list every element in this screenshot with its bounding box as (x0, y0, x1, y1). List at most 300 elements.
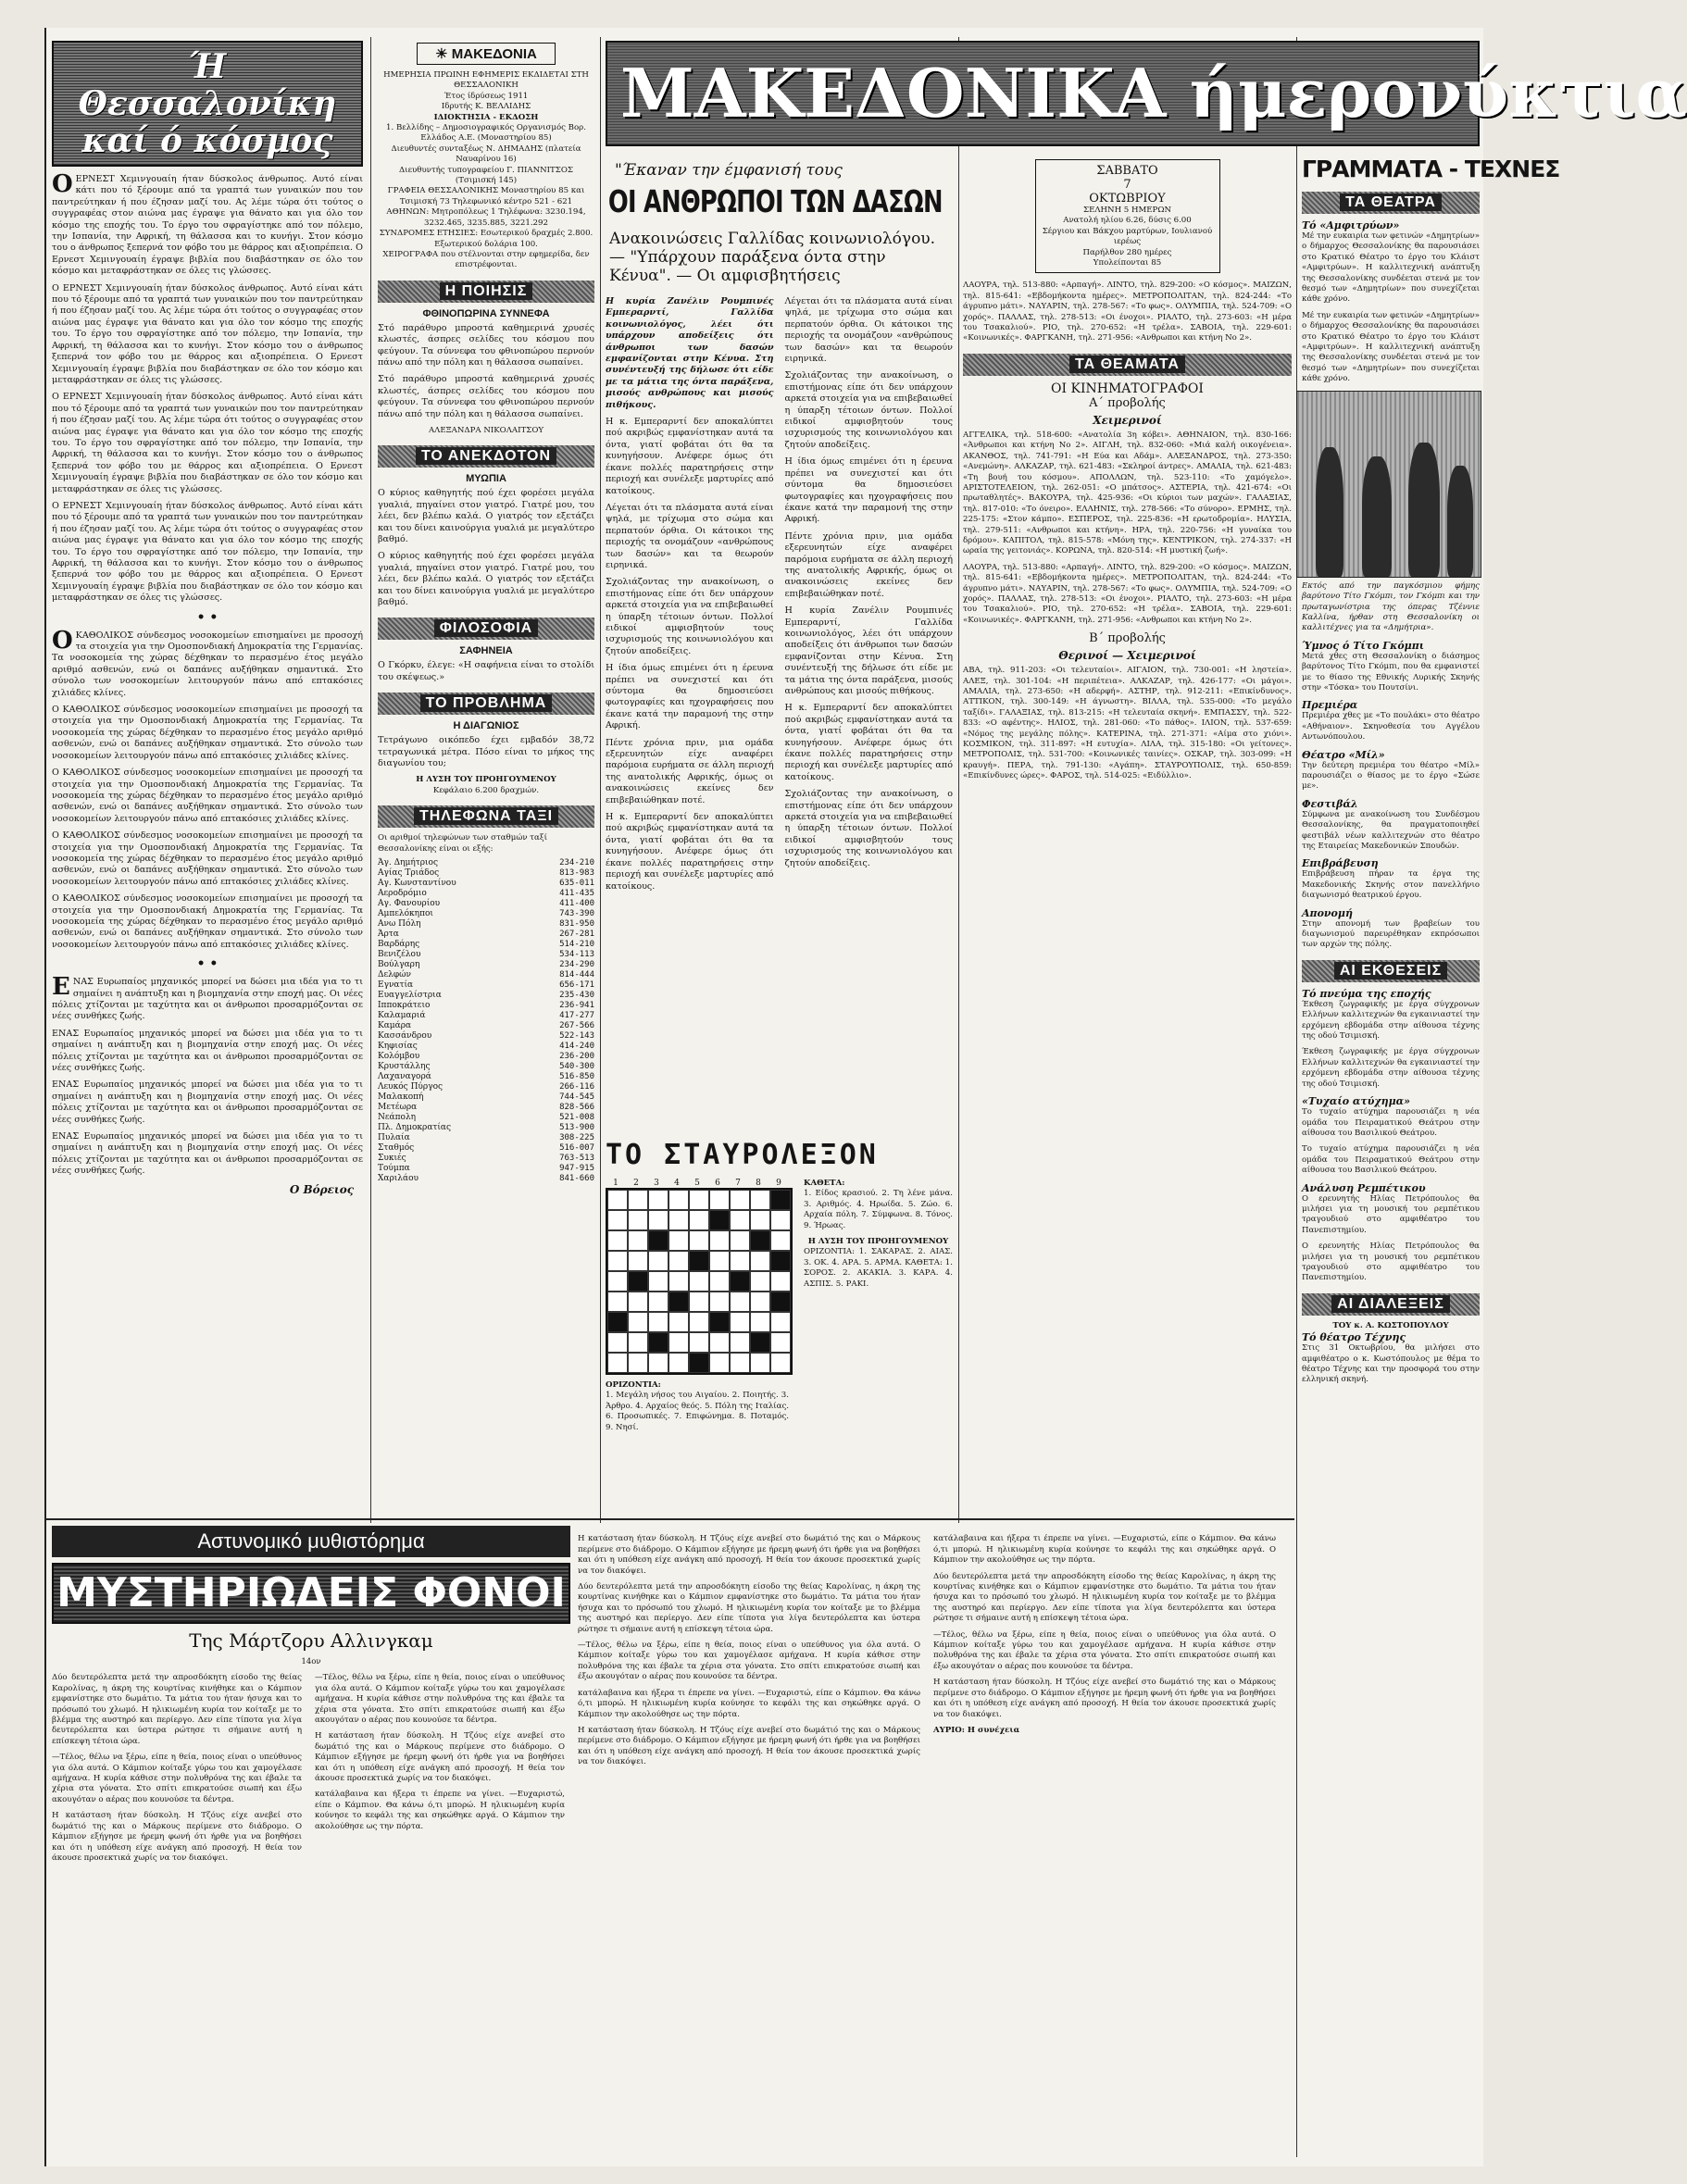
crossword-cell[interactable] (607, 1332, 628, 1353)
manuscripts-note: ΧΕΙΡΟΓΡΑΦΑ που στέλνονται στην εφημερίδα, δεν επιστρέφονται. (382, 249, 590, 270)
phone-row (378, 858, 594, 868)
crossword-cell[interactable] (607, 1230, 628, 1251)
e1-text: Έκθεση ζωγραφικής με έργα σύγχρονων Ελλήνων καλλιτεχνών θα εγκαινιαστεί την ερχόμενη εβδομάδα στην αίθουσα τέχνης της οδού Τσιμισκή. (1302, 999, 1480, 1042)
crossword-cell[interactable] (607, 1190, 628, 1210)
novel-continued: ΑΥΡΙΟ: Η συνέχεια (933, 1725, 1020, 1735)
main-para-10: Η ίδια όμως επιμένει ότι η έρευνα πρέπει να συνεχιστεί και ότι σύντομα θα δημοσιεύσει φωτογραφίες και ηχογραφήσεις που έκανε κατά την παραμονή της στην Αφρική. (784, 456, 953, 525)
moon-phase: ΣΕΛΗΝΗ 5 ΗΜΕΡΩΝ (1083, 206, 1171, 215)
phone-row (378, 950, 594, 960)
phone-station: Κασσάνδρου (378, 1031, 432, 1042)
crossword-block (770, 1190, 791, 1210)
subscriptions: ΣΥΝΔΡΟΜΕΣ ΕΤΗΣΙΕΣ: Εσωτερικού δραχμές 2.800. Εξωτερικού δολάρια 100. (379, 229, 594, 249)
phone-number: 414-240 (559, 1042, 594, 1052)
phone-number: 743-390 (559, 909, 594, 919)
crossword-number: 1 (613, 1179, 619, 1188)
novel-col-2: —Τέλος, θέλω να ξέρω, είπε η θεία, ποιος είναι ο υπεύθυνος για όλα αυτά. Ο Κάμπιον κοίταξε γύρω του και χαμογέλασε αμήχανα. Η κυρία κάθισε στην πολυθρόνα της και έβαλε τα χέρια στα γόνατα. Στο σπίτι επικρατούσε σιωπή και έξω ακουγόταν ο αέρας που κουνούσε τα δέντρα. (315, 1673, 565, 1726)
crossword-cell[interactable] (648, 1353, 669, 1373)
phone-station: Αμπελόκηποι (378, 909, 433, 919)
phone-station: Νεάπολη (378, 1113, 417, 1123)
phone-number: 234-210 (559, 858, 594, 868)
phone-number: 411-435 (559, 889, 594, 899)
crossword-cell[interactable] (628, 1230, 648, 1251)
crossword-cell[interactable] (628, 1312, 648, 1332)
crossword-number: 5 (694, 1179, 700, 1188)
phone-row (378, 980, 594, 991)
lectures-header: ΑΙ ΔΙΑΛΕΞΕΙΣ (1302, 1293, 1480, 1316)
crossword-cell[interactable] (607, 1271, 628, 1292)
crossword-cell[interactable] (669, 1271, 689, 1292)
phone-row (378, 879, 594, 889)
hospital-article-cont-4: Ο ΚΑΘΟΛΙΚΟΣ σύνδεσμος νοσοκομείων επισημαίνει με προσοχή τα στοιχεία για την Ομοσπονδιακή Δημοκρατία της Γερμανίας. Τα νοσοκομεία της χώρας δέχθηκαν το περασμένο έτος μεγάλο αριθμό ασθενών, ενώ οι δαπάνες αυξήθηκαν σημαντικά. Στο σύνολο των νοσοκομείων λειτουργούν πάνω από επτακόσιες χιλιάδες κλίνες. (52, 893, 363, 950)
phone-number: 744-545 (559, 1092, 594, 1103)
phone-number: 813-983 (559, 868, 594, 879)
crossword-block (607, 1312, 628, 1332)
phone-station: Καμάρα (378, 1021, 412, 1031)
phone-row (378, 1031, 594, 1042)
phone-station: Βαρδάρης (378, 940, 420, 950)
brand-logo (417, 43, 556, 65)
photo-figure (1408, 443, 1440, 577)
phone-number: 235-430 (559, 991, 594, 1001)
crossword-cell[interactable] (750, 1190, 770, 1210)
hospital-article-cont: Ο ΚΑΘΟΛΙΚΟΣ σύνδεσμος νοσοκομείων επισημαίνει με προσοχή τα στοιχεία για την Ομοσπονδιακή Δημοκρατία της Γερμανίας. Τα νοσοκομεία της χώρας δέχθηκαν το περασμένο έτος μεγάλο αριθμό ασθενών, ενώ οι δαπάνες αυξήθηκαν σημαντικά. Στο σύνολο των νοσοκομείων λειτουργούν πάνω από επτακόσιες χιλιάδες κλίνες. (52, 705, 363, 761)
phone-station: Μετέωρα (378, 1103, 418, 1113)
philosophy-header: ΦΙΛΟΣΟΦΙΑ (378, 618, 594, 640)
masthead-line-2: καί ό κόσμος (81, 121, 333, 160)
phone-station: Μαλακοπή (378, 1092, 424, 1103)
phone-row (378, 930, 594, 940)
photo-caption: Εκτός από την παγκόσμιου φήμης βαρύτονο Τίτο Γκόμπι, τον Γκόμπι και την πρωταγωνίστρια της όπερας Τζέννιε Καλλίνα, ήρθαν στη Θεσσαλονίκη οι καλλιτέχνες για τα «Δημήτρια». (1302, 580, 1480, 633)
column-rule (370, 37, 371, 1523)
cinema-list-c: ΑΒΑ, τηλ. 911-203: «Οι τελευταίοι». ΑΙΓΑΙΟΝ, τηλ. 730-001: «Η ληστεία». ΑΛΕΞ, τηλ. 301-104: «Η περιπέτεια». ΑΛΚΑΖΑΡ, τηλ. 426-177: «Οι μάγοι». ΑΜΑΛΙΑ, τηλ. 273-650: «Η αδερφή». ΑΣΤΗΡ, τηλ. 912-211: «Επικίνδυνος». ΑΤΤΙΚΟΝ, τηλ. 300-149: «Η άγνωστη». ΒΙΛΛΑ, τηλ. 535-000: «Το μεγάλο ταξίδι». ΓΑΛΑΞΙΑΣ, τηλ. 813-215: «Η τελευταία σκηνή». ΕΜΠΑΣΣΥ, τηλ. 522-833: «Ο αφέντης». ΗΛΙΟΣ, τηλ. 281-060: «Το πάθος». ΙΛΙΟΝ, τηλ. 537-659: «Νόμος της μεγάλης πόλης». ΚΑΤΕΡΙΝΑ, τηλ. 271-371: «Αίμα στο χιόνι». ΚΟΣΜΙΚΟΝ, τηλ. 311-897: «Η ευτυχία». ΛΙΛΑ, τηλ. 315-180: «Οι γείτονες». ΜΕΤΡΟΠΟΛΙΣ, τηλ. 531-700: «Κοινωνικές ταινίες». ΟΣΚΑΡ, τηλ. 303-099: «Η κραυγή». ΠΕΡΑ, τηλ. 791-130: «Αγάπη». ΣΤΑΥΡΟΥΠΟΛΙΣ, τηλ. 650-859: «Επικίνδυνες ώρες». ΦΑΡΟΣ, τηλ. 514-025: «Ειδύλλιο». (963, 666, 1292, 781)
crossword-cell[interactable] (770, 1312, 791, 1332)
novel-col-2b: Η κατάσταση ήταν δύσκολη. Η Τζόυς είχε ανεβεί στο δωμάτιό της και ο Μάρκους περίμενε στο διάδρομο. Ο Κάμπιον εξήγησε με ήρεμη φωνή ότι ήρθε για να βοηθήσει και ότι η υπόθεση είχε ανάγκη από προσοχή. Η θεία τον άκουσε προσεκτικά χωρίς να τον διακόψει. (315, 1731, 565, 1784)
t5-text: Σύμφωνα με ανακοίνωση του Συνδέσμου Θεσσαλονίκης, θα πραγματοποιηθεί φεστιβάλ νέων καλλιτεχνών στο θέατρο της Εταιρείας Μακεδονικών Σπουδών. (1302, 809, 1480, 851)
cinema-list-a: ΑΓΓΕΛΙΚΑ, τηλ. 518-600: «Ανατολία 3η κόβει». ΑΘΗΝΑΙΟΝ, τηλ. 830-166: «Άνθρωποι και κτήνη Νο 2». ΑΙΓΛΗ, τηλ. 832-060: «Μιά καλή οικογένεια». ΑΚΑΝΘΟΣ, τηλ. 741-791: «Η Εύα και Αδάμ». ΑΛΕΞΑΝΔΡΟΣ, τηλ. 273-350: «Ανεμώνη». ΑΛΚΑΖΑΡ, τηλ. 621-483: «Σκληροί άντρες». ΑΜΑΛΙΑ, τηλ. 621-483: «Τη βουή του κόσμου». ΑΠΟΛΛΩΝ, τηλ. 523-110: «Το χαμόγελο». ΑΡΙΣΤΟΤΕΛΕΙΟΝ, τηλ. 262-051: «Ο μπάτσος». ΑΣΤΕΡΙΑ, τηλ. 421-674: «Οι πρωταθλητές». ΒΑΚΟΥΡΑ, τηλ. 425-936: «Οι κύριοι των μαχών». ΓΑΛΑΞΙΑΣ, τηλ. 817-010: «Το όνειρο». ΕΛΛΗΝΙΣ, τηλ. 278-566: «Το σύνορο». ΕΡΜΗΣ, τηλ. 225-175: «Στον κάμπο». ΕΣΠΕΡΟΣ, τηλ. 225-836: «Η ερωτοδρομία». ΗΛΥΣΙΑ, τηλ. 279-511: «Ανθρωποι και κτήνη». ΗΡΑ, τηλ. 220-756: «Η γυναίκα του δρόμου». ΚΑΠΙΤΟΛ, τηλ. 815-578: «Μόνη της». ΚΕΝΤΡΙΚΟΝ, τηλ. 274-337: «Η ωραία της γειτονιάς». ΚΟΡΩΝΑ, τηλ. 820-514: «Η μυστική ζωή». (963, 430, 1292, 556)
philosophy-text: Ο Γκόρκυ, έλεγε: «Η σαφήνεια είναι το στολίδι του σκέψεως.» (378, 660, 594, 682)
phone-row (378, 991, 594, 1001)
crossword-cell[interactable] (648, 1312, 669, 1332)
date-month: ΟΚΤΩΒΡΙΟΥ (1089, 192, 1166, 206)
phone-station: Αγ. Κωνσταντίνου (378, 879, 456, 889)
crossword-cell[interactable] (648, 1251, 669, 1271)
crossword-block (669, 1292, 689, 1312)
novel-author: Της Μάρτζορυ Αλλινγκαμ (189, 1629, 433, 1652)
press-photo (1296, 391, 1481, 578)
e1-title: Τό πνεύμα της εποχής (1302, 987, 1431, 1000)
crossword-cell[interactable] (669, 1332, 689, 1353)
phone-station: Λαχαναγορά (378, 1072, 431, 1082)
phone-row (378, 1133, 594, 1143)
phone-row (378, 1001, 594, 1011)
phone-number: 814-444 (559, 970, 594, 980)
phone-station: Σταθμός (378, 1143, 415, 1154)
separator-dots: • • (196, 956, 219, 972)
problem-solution-label: Η ΛΥΣΗ ΤΟΥ ΠΡΟΗΓΟΥΜΕΝΟΥ (416, 775, 556, 785)
crossword-cell[interactable] (689, 1190, 709, 1210)
philosophy-title: ΣΑΦΗΝΕΙΑ (459, 645, 513, 657)
crossword-cell[interactable] (770, 1271, 791, 1292)
main-para-13: Η κ. Εμπεραρντί δεν αποκαλύπτει πού ακριβώς εμφανίστηκαν αυτά τα όντα, γιατί φοβάται ότι θα τα κυνηγήσουν. Ανέφερε όμως ότι έκανε πολλές παρατηρήσεις στην περιοχή και συνέλεξε μαρτυρίες από κατοίκους. (784, 703, 953, 782)
crossword-numbers (606, 1179, 789, 1188)
crossword-block (730, 1271, 750, 1292)
poetry-text-cont: Στό παράθυρο μπροστά καθημερινά χρυσές κλωστές, άσπρες σελίδες του κόσμου που φεύγουν. Τα σύννεφα του φθινοπώρου περνούν πάνω από την πόλη και η θάλασσα σωπαίνει. (378, 374, 594, 419)
t3-text: Την δεύτερη πρεμιέρα του θέατρο «Μίλ» παρουσιάζει ο θίασος με το έργο «Σώσε με». (1302, 760, 1480, 792)
t4-text: Μετά χθες στη Θεσσαλονίκη ο διάσημος βαρύτονος Τίτο Γκόμπι, που θα εμφανιστεί με το θίασο της Εθνικής Λυρικής Σκηνής στην «Τόσκα» του Πουτσίνι. (1302, 651, 1480, 693)
typography: Διευθυντής τυπογραφείου Γ. ΠΙΑΝΝΙΤΣΟΣ (Τσιμισκή 145) (399, 165, 573, 186)
crossword-cell[interactable] (709, 1271, 730, 1292)
cinema-subheader: ΟΙ ΚΙΝΗΜΑΤΟΓΡΑΦΟΙ (1051, 381, 1204, 396)
main-subhead: Ανακοινώσεις Γαλλίδας κοινωνιολόγου. — "Υπάρχουν παράξενα όντα στην Κένυα". — Οι αμφισβητήσεις (609, 230, 936, 285)
crossword-cell[interactable] (648, 1190, 669, 1210)
novel-col-2c: κατάλαβαινα και ήξερα τι έπρεπε να γίνει. —Ευχαριστώ, είπε ο Κάμπιον. Θα κάνω ό,τι μπορώ. Η ηλικιωμένη κυρία κούνησε το κεφάλι της και σηκώθηκε αργά. Ο Κάμπιον την ακολούθησε ως την πόρτα. (315, 1790, 565, 1831)
phone-number: 540-300 (559, 1062, 594, 1072)
crossword-cell[interactable] (607, 1353, 628, 1373)
crossword-block (709, 1210, 730, 1230)
crossword-across: 1. Μεγάλη νήσος του Αιγαίου. 2. Ποιητής. 3. Άρθρο. 4. Αρχαίος θεός. 5. Πόλη της Ιταλίας. 6. Προσωπικές. 7. Επιφώνημα. 8. Ποταμός. 9. Νησί. (606, 1391, 789, 1432)
crossword-cell[interactable] (770, 1353, 791, 1373)
cinema-intro: ΛΑΟΥΡΑ, τηλ. 513-880: «Αρπαγή». ΛΙΝΤΟ, τηλ. 829-200: «Ο κόσμος». ΜΑΙΖΩΝ, τηλ. 815-641: «Εβδομήκοντα ημέρες». ΜΕΤΡΟΠΟΛΙΤΑΝ, τηλ. 824-244: «Το άγρυπνο μάτι». ΝΑΥΑΡΙΝ, τηλ. 278-567: «Το φως». ΟΛΥΜΠΙΑ, τηλ. 524-709: «Ο χορός». ΠΑΛΛΑΣ, τηλ. 278-513: «Οι ένοχοι». ΡΙΑΛΤΟ, τηλ. 273-603: «Η μέρα του Τσακαλιού». ΡΙΟ, τηλ. 270-652: «Η τρέλα». ΣΑΒΟΙΑ, τηλ. 229-601: «Κοινωνικές». ΦΑΡΓΚΑΝΗ, τηλ. 271-956: «Ανθρωποι και κτήνη Νο 2». (963, 281, 1292, 343)
owner: ΙΔΙΟΚΤΗΣΙΑ - ΕΚΔΟΣΗ (433, 112, 539, 122)
crossword-cell[interactable] (689, 1271, 709, 1292)
e3-text: Ο ερευνητής Ηλίας Πετρόπουλος θα μιλήσει για τη μουσική του ρεμπέτικου τραγουδιού στο αμφιθέατρο του Πανεπιστημίου. (1302, 1193, 1480, 1235)
crossword-cell[interactable] (669, 1312, 689, 1332)
phone-row (378, 1154, 594, 1164)
engineer-article-cont-3: ΕΝΑΣ Ευρωπαίος μηχανικός μπορεί να δώσει μια ιδέα για το τι σημαίνει η ανάπτυξη και η βιομηχανία στην εποχή μας. Οι νέες πόλεις χτίζονται με ταχύτητα και οι άνθρωποι προσαρμόζονται σε νέες συνθήκες ζωής. (52, 1131, 363, 1177)
crossword-cell[interactable] (750, 1312, 770, 1332)
column-rule (600, 37, 601, 1523)
phone-station: Χαριλάου (378, 1174, 419, 1184)
novel-col-4c: —Τέλος, θέλω να ξέρω, είπε η θεία, ποιος είναι ο υπεύθυνος για όλα αυτά. Ο Κάμπιον κοίταξε γύρω του και χαμογέλασε αμήχανα. Η κυρία κάθισε στην πολυθρόνα της και έβαλε τα χέρια στα γόνατα. Στο σπίτι επικρατούσε σιωπή και έξω ακουγόταν ο αέρας που κουνούσε τα δέντρα. (933, 1629, 1276, 1671)
left-feature-column (52, 41, 363, 1513)
phones-table (378, 858, 594, 1184)
phone-number: 516-007 (559, 1143, 594, 1154)
photo-figure (1447, 466, 1473, 577)
crossword-cell[interactable] (607, 1292, 628, 1312)
crossword-cell[interactable] (689, 1210, 709, 1230)
crossword-cell[interactable] (709, 1190, 730, 1210)
t1-title: Τό «Αμφιτρύων» (1302, 219, 1400, 231)
crossword-cell[interactable] (750, 1353, 770, 1373)
poetry-header: Η ΠΟΙΗΣΙΣ (378, 281, 594, 303)
phone-number: 514-210 (559, 940, 594, 950)
phone-number: 308-225 (559, 1133, 594, 1143)
crossword-cell[interactable] (730, 1190, 750, 1210)
crossword-number: 8 (756, 1179, 761, 1188)
crossword-cell[interactable] (628, 1353, 648, 1373)
phone-station: Ανω Πόλη (378, 919, 421, 930)
problem-text: Τετράγωνο οικόπεδο έχει εμβαδόν 38,72 τετραγωνικά μέτρα. Πόσο είναι το μήκος της διαγωνίου του; (378, 735, 594, 769)
phones-header: ΤΗΛΕΦΩΝΑ ΤΑΞΙ (378, 805, 594, 828)
crossword-grid (606, 1188, 793, 1375)
offices: ΓΡΑΦΕΙΑ ΘΕΣΣΑΛΟΝΙΚΗΣ Μοναστηρίου 85 και Τσιμισκή 73 Τηλεφωνικό κέντρο 521 - 621 (387, 186, 585, 206)
main-para-11: Πέντε χρόνια πριν, μια ομάδα εξερευνητών είχε αναφέρει παρόμοια ευρήματα σε άλλη περιοχή της ανατολικής Αφρικής, όμως οι ανακοινώσεις εκείνες δεν επιβεβαιώθηκαν ποτέ. (784, 530, 953, 599)
hemingway-article: ΟΕΡΝΕΣΤ Χεμινγουαίη ήταν δύσκολος άνθρωπος. Αυτό είναι κάτι που τό ξέρουμε από τα γραπτά των γυναικών που τον παντρεύτηκαν ή που έζησαν μαζί του. Ας λέμε τώρα ότι τούτος ο συγγραφέας στον αιώνα μας έγραψε για θάνατο και για όλο τον κόσμο της εποχής του. Το έργο του σφραγίστηκε από τον πόλεμο, την Ισπανία, την Αφρική, τη θάλασσα και το κυνήγι. Στον κόσμο του ο άνθρωπος ξεπερνά τον φόβο του με θάρρος και αξιοπρέπεια. Ο Ερνεστ Χεμινγουαίη έγραψε βιβλία που διαβάστηκαν σε όλο τον κόσμο και μεταφράστηκαν σε όλες τις γλώσσες. (52, 170, 363, 277)
phone-row (378, 889, 594, 899)
t2-text: Πρεμιέρα χθες με «Το πουλάκι» στο θέατρο «Αθήναιον». Σκηνοθεσία του Αγγέλου Αντωνόπουλου. (1302, 711, 1480, 743)
masthead-banner (606, 41, 1687, 146)
t2-title: Πρεμιέρα (1302, 699, 1358, 712)
masthead-title: ΜΑΚΕΔΟΝΙΚΑ ήμερονύκτια (620, 54, 1687, 132)
main-para-1: Η κυρία Ζανέλιν Ρουμπινές Εμπεραρντί, Γαλλίδα κοινωνιολόγος, λέει ότι υπάρχουν αποδείξεις ότι άνθρωποι των δασών εμφανίζονται στην Κένυα. Στη συνέντευξή της δήλωσε ότι είδε με τα μάτια της όντα παράξενα, μισούς ανθρώπους και μισούς πιθήκους. (606, 296, 774, 410)
t5-title: Φεστιβάλ (1302, 797, 1358, 810)
separator-dots: • • (196, 609, 219, 625)
phone-station: Ευαγγελίστρια (378, 991, 442, 1001)
crossword-solution: ΟΡΙΖΟΝΤΙΑ: 1. ΣΑΚΑΡΑΣ. 2. ΑΙΑΣ. 3. ΟΚ. 4. ΑΡΑ. 5. ΑΡΜΑ. ΚΑΘΕΤΑ: 1. ΣΟΡΟΣ. 2. ΑΚΑΚΙΑ. 3. ΚΑΡΑ. 4. ΑΣΠΙΣ. 5. ΡΑΚΙ. (804, 1247, 953, 1289)
phone-station: Συκιές (378, 1154, 406, 1164)
directors: Διευθυντές συνταξέως Ν. ΔΗΜΑΔΗΣ (πλατεία Ναυαρίνου 16) (391, 144, 581, 165)
t1-text: Μέ την ευκαιρία των φετινών «Δημητρίων» ο δήμαρχος Θεσσαλονίκης θα παρουσιάσει στο Κρατικό Θέατρο το έργο του Κλάιστ «Αμφιτρύων». Η καλλιτεχνική ανάπτυξη της Θεσσαλονίκης συνδέεται στενά με τον θεσμό των «Δημητρίων» που συνεχίζεται κάθε χρόνο. (1302, 231, 1480, 305)
cinema-list-b: ΛΑΟΥΡΑ, τηλ. 513-880: «Αρπαγή». ΛΙΝΤΟ, τηλ. 829-200: «Ο κόσμος». ΜΑΙΖΩΝ, τηλ. 815-641: «Εβδομήκοντα ημέρες». ΜΕΤΡΟΠΟΛΙΤΑΝ, τηλ. 824-244: «Το άγρυπνο μάτι». ΝΑΥΑΡΙΝ, τηλ. 278-567: «Το φως». ΟΛΥΜΠΙΑ, τηλ. 524-709: «Ο χορός». ΠΑΛΛΑΣ, τηλ. 278-513: «Οι ένοχοι». ΡΙΑΛΤΟ, τηλ. 273-603: «Η μέρα του Τσακαλιού». ΡΙΟ, τηλ. 270-652: «Η τρέλα». ΣΑΒΟΙΑ, τηλ. 229-601: «Κοινωνικές». ΦΑΡΓΚΑΝΗ, τηλ. 271-956: «Ανθρωποι και κτήνη Νο 2». (963, 562, 1292, 625)
crossword-block (648, 1332, 669, 1353)
phone-station: Ιπποκράτειο (378, 1001, 431, 1011)
phone-row (378, 868, 594, 879)
t4-title: Ύμνος ό Τίτο Γκόμπι (1302, 639, 1425, 652)
crossword-block (750, 1230, 770, 1251)
hemingway-article-cont: Ο ΕΡΝΕΣΤ Χεμινγουαίη ήταν δύσκολος άνθρωπος. Αυτό είναι κάτι που τό ξέρουμε από τα γραπτά των γυναικών που τον παντρεύτηκαν ή που έζησαν μαζί του. Ας λέμε τώρα ότι τούτος ο συγγραφέας στον αιώνα μας έγραψε για θάνατο και για όλο τον κόσμο της εποχής του. Το έργο του σφραγίστηκε από τον πόλεμο, την Ισπανία, την Αφρική, τη θάλασσα και το κυνήγι. Στον κόσμο του ο άνθρωπος ξεπερνά τον φόβο του με θάρρος και αξιοπρέπεια. Ο Ερνεστ Χεμινγουαίη έγραψε βιβλία που διαβάστηκαν σε όλο τον κόσμο και μεταφράστηκαν σε όλες τις γλώσσες. (52, 282, 363, 385)
phone-number: 522-143 (559, 1031, 594, 1042)
cinema-header: ΤΑ ΘΕΑΜΑΤΑ (963, 354, 1292, 376)
phone-row (378, 1082, 594, 1092)
date-cinema-column (963, 156, 1292, 1512)
crossword-cell[interactable] (628, 1210, 648, 1230)
phone-station: Άρτα (378, 930, 399, 940)
theatre-header: ΤΑ ΘΕΑΤΡΑ (1302, 192, 1480, 214)
main-para-12: Η κυρία Ζανέλιν Ρουμπινές Εμπεραρντί, Γαλλίδα κοινωνιολόγος, λέει ότι υπάρχουν αποδείξεις ότι άνθρωποι των δασών εμφανίζονται στην Κένυα. Στη συνέντευξή της δήλωσε ότι είδε με τα μάτια της όντα παράξενα, μισούς ανθρώπους και μισούς πιθήκους. (784, 605, 953, 696)
crossword-cell[interactable] (709, 1230, 730, 1251)
days-elapsed: Παρήλθον 280 ημέρες (1082, 247, 1172, 257)
hospital-article: ΟΚΑΘΟΛΙΚΟΣ σύνδεσμος νοσοκομείων επισημαίνει με προσοχή τα στοιχεία για την Ομοσπονδιακή Δημοκρατία της Γερμανίας. Τα νοσοκομεία της χώρας δέχθηκαν το περασμένο έτος μεγάλο αριθμό ασθενών, ενώ οι δαπάνες αυξήθηκαν σημαντικά. Στο σύνολο των νοσοκομείων λειτουργούν πάνω από επτακόσιες χιλιάδες κλίνες. (52, 626, 363, 698)
info-column (378, 41, 594, 1513)
photo-figure (1316, 447, 1343, 577)
novel-col-4: κατάλαβαινα και ήξερα τι έπρεπε να γίνει. —Ευχαριστώ, είπε ο Κάμπιον. Θα κάνω ό,τι μπορώ. Η ηλικιωμένη κυρία κούνησε το κεφάλι της και σηκώθηκε αργά. Ο Κάμπιον την ακολούθησε ως την πόρτα. (933, 1534, 1276, 1566)
phone-station: Δελφών (378, 970, 411, 980)
phone-row (378, 960, 594, 970)
phone-number: 267-281 (559, 930, 594, 940)
crossword-cell[interactable] (628, 1332, 648, 1353)
crossword-cell[interactable] (669, 1251, 689, 1271)
crossword-down-label: ΚΑΘΕΤΑ: (804, 1179, 845, 1188)
crossword-cell[interactable] (628, 1190, 648, 1210)
crossword-across-label: ΟΡΙΖΟΝΤΙΑ: (606, 1380, 661, 1390)
phone-number: 516-850 (559, 1072, 594, 1082)
main-story (606, 156, 953, 1128)
crossword-cell[interactable] (730, 1251, 750, 1271)
phone-row (378, 1011, 594, 1021)
e3-title: Ανάλυση Ρεμπέτικου (1302, 1181, 1426, 1194)
newspaper-page (44, 28, 1687, 2166)
phone-station: Αγ. Φανουρίου (378, 899, 441, 909)
novel-col-1c: Η κατάσταση ήταν δύσκολη. Η Τζόυς είχε ανεβεί στο δωμάτιό της και ο Μάρκους περίμενε στο διάδρομο. Ο Κάμπιον εξήγησε με ήρεμη φωνή ότι ήρθε για να βοηθήσει και ότι η υπόθεση είχε ανάγκη από προσοχή. Η θεία τον άκουσε προσεκτικά χωρίς να τον διακόψει. (52, 1811, 302, 1863)
phone-row (378, 919, 594, 930)
crossword-cell[interactable] (770, 1210, 791, 1230)
crossword-cell[interactable] (607, 1210, 628, 1230)
crossword-cell[interactable] (648, 1292, 669, 1312)
crossword-cell[interactable] (689, 1332, 709, 1353)
crossword-cell[interactable] (730, 1312, 750, 1332)
crossword-cell[interactable] (669, 1353, 689, 1373)
phone-station: Άγ. Δημήτριος (378, 858, 438, 868)
main-para-9: Σχολιάζοντας την ανακοίνωση, ο επιστήμονας είπε ότι δεν υπάρχουν αρκετά στοιχεία για να επιβεβαιωθεί η ύπαρξη τέτοιων όντων. Πολλοί ειδικοί αμφισβητούν τους ισχυρισμούς της κοινωνιολόγου και ζητούν αποδείξεις. (784, 370, 953, 450)
date-box (1035, 159, 1220, 273)
t7-title: Απονομή (1302, 906, 1353, 919)
novel-col-1: Δύο δευτερόλεπτα μετά την απροσδόκητη είσοδο της θείας Καρολίνας, η άκρη της κουρτίνας κινήθηκε και ο Κάμπιον εμφανίστηκε στο δωμάτιο. Τα μάτια του ήταν ήσυχα και το πρόσωπό του χλωμό. Η ηλικιωμένη κυρία τον κοίταξε με το βλέμμα της αυστηρό και περίεργο. Δεν είπε τίποτα για λίγα δευτερόλεπτα και ύστερα ρώτησε τι σήμαινε αυτή η επίσκεψη τέτοια ώρα. (52, 1673, 302, 1746)
crossword-cell[interactable] (750, 1271, 770, 1292)
lectures-title: Τό θέατρο Τέχνης (1302, 1331, 1406, 1344)
anecdote-text-cont: Ο κύριος καθηγητής πού έχει φορέσει μεγάλα γυαλιά, πηγαίνει στον γιατρό. Γιατρέ μου, του λέει, δεν βλέπω καλά. Ο γιατρός τον εξετάζει και του δίνει καινούργια γυαλιά με μεγαλύτερο βαθμό. (378, 551, 594, 608)
crossword-cell[interactable] (689, 1230, 709, 1251)
cinema-winter: Χειμερινοί (1093, 413, 1162, 427)
main-para-14: Σχολιάζοντας την ανακοίνωση, ο επιστήμονας είπε ότι δεν υπάρχουν αρκετά στοιχεία για να επιβεβαιωθεί η ύπαρξη τέτοιων όντων. Πολλοί ειδικοί αμφισβητούν τους ισχυρισμούς της κοινωνιολόγου και ζητούν αποδείξεις. (784, 789, 953, 868)
exhibitions-header: ΑΙ ΕΚΘΕΣΕΙΣ (1302, 960, 1480, 982)
phone-row (378, 1092, 594, 1103)
crossword-cell[interactable] (669, 1190, 689, 1210)
masthead-line-1: Ή Θεσσαλονίκη (78, 47, 337, 123)
phone-number: 234-290 (559, 960, 594, 970)
novel-banner: Αστυνομικό μυθιστόρημα (52, 1526, 570, 1557)
crossword-number: 3 (654, 1179, 659, 1188)
phone-number: 411-400 (559, 899, 594, 909)
crossword-cell[interactable] (730, 1292, 750, 1312)
phone-station: Βούλγαρη (378, 960, 420, 970)
crossword-number: 9 (776, 1179, 781, 1188)
founded: Έτος ίδρύσεως 1911 (444, 91, 529, 101)
phone-number: 236-200 (559, 1052, 594, 1062)
phone-number: 763-513 (559, 1154, 594, 1164)
phone-row (378, 1021, 594, 1031)
engineer-article-cont-2: ΕΝΑΣ Ευρωπαίος μηχανικός μπορεί να δώσει μια ιδέα για το τι σημαίνει η ανάπτυξη και η βιομηχανία στην εποχή μας. Οι νέες πόλεις χτίζονται με ταχύτητα και οι άνθρωποι προσαρμόζονται σε νέες συνθήκες ζωής. (52, 1080, 363, 1125)
phone-row (378, 1113, 594, 1123)
phone-row (378, 1174, 594, 1184)
crossword-cell[interactable] (730, 1210, 750, 1230)
poetry-title: ΦΘΙΝΟΠΩΡΙΝΑ ΣΥΝΝΕΦΑ (422, 307, 550, 319)
crossword-number: 4 (674, 1179, 680, 1188)
hospital-article-cont-3: Ο ΚΑΘΟΛΙΚΟΣ σύνδεσμος νοσοκομείων επισημαίνει με προσοχή τα στοιχεία για την Ομοσπονδιακή Δημοκρατία της Γερμανίας. Τα νοσοκομεία της χώρας δέχθηκαν το περασμένο έτος μεγάλο αριθμό ασθενών, ενώ οι δαπάνες αυξήθηκαν σημαντικά. Στο σύνολο των νοσοκομείων λειτουργούν πάνω από επτακόσιες χιλιάδες κλίνες. (52, 830, 363, 887)
t6-text: Επιβράβευση πήραν τα έργα της Μακεδονικής Σκηνής στον πανελλήνιο διαγωνισμό θεατρικού έργου. (1302, 869, 1480, 901)
crossword-block (770, 1251, 791, 1271)
crossword-cell[interactable] (669, 1230, 689, 1251)
crossword-cell[interactable] (648, 1271, 669, 1292)
phone-number: 635-011 (559, 879, 594, 889)
phone-number: 267-566 (559, 1021, 594, 1031)
e3-text-cont: Ο ερευνητής Ηλίας Πετρόπουλος θα μιλήσει για τη μουσική του ρεμπέτικου τραγουδιού στο αμφιθέατρο του Πανεπιστημίου. (1302, 1242, 1480, 1283)
tagline: ΗΜΕΡΗΣΙΑ ΠΡΩΙΝΗ ΕΦΗΜΕΡΙΣ ΕΚΔΙΔΕΤΑΙ ΣΤΗ ΘΕΣΣΑΛΟΝΙΚΗ (383, 70, 589, 91)
crossword-cell[interactable] (730, 1230, 750, 1251)
phone-number: 831-950 (559, 919, 594, 930)
crossword-cell[interactable] (750, 1292, 770, 1312)
days-remaining: Υπολείπονται 85 (1093, 258, 1162, 268)
t7-text: Στην απονομή των βραβείων του διαγωνισμού παρευρέθηκαν εκπρόσωποι των αρχών της πόλης. (1302, 918, 1480, 950)
phone-row (378, 1062, 594, 1072)
t1-text-cont: Μέ την ευκαιρία των φετινών «Δημητρίων» ο δήμαρχος Θεσσαλονίκης θα παρουσιάσει στο Κρατικό Θέατρο το έργο του Κλάιστ «Αμφιτρύων». Η καλλιτεχνική ανάπτυξη της Θεσσαλονίκης συνδέεται στενά με τον θεσμό των «Δημητρίων» που συνεχίζεται κάθε χρόνο. (1302, 310, 1480, 384)
crossword-block (689, 1353, 709, 1373)
main-para-8: Λέγεται ότι τα πλάσματα αυτά είναι ψηλά, με τρίχωμα στο σώμα και περπατούν όρθια. Οι κάτοικοι της περιοχής τα ονομάζουν «ανθρώπους των δασών» και τα θεωρούν ειρηνικά. (784, 296, 953, 365)
anecdote-header: ΤΟ ΑΝΕΚΔΟΤΟΝ (378, 445, 594, 468)
problem-header: ΤΟ ΠΡΟΒΛΗΜΑ (378, 693, 594, 715)
crossword-block (689, 1251, 709, 1271)
crossword-title: ΤΟ ΣΤΑΥΡΟΛΕΞΟΝ (606, 1139, 879, 1171)
novel-col-4d: Η κατάσταση ήταν δύσκολη. Η Τζόυς είχε ανεβεί στο δωμάτιό της και ο Μάρκους περίμενε στο διάδρομο. Ο Κάμπιον εξήγησε με ήρεμη φωνή ότι ήρθε για να βοηθήσει και ότι η υπόθεση είχε ανάγκη από προσοχή. Η θεία τον άκουσε προσεκτικά χωρίς να τον διακόψει. (933, 1678, 1276, 1719)
crossword-cell[interactable] (669, 1210, 689, 1230)
crossword-cell[interactable] (730, 1332, 750, 1353)
main-para-2: Η κ. Εμπεραρντί δεν αποκαλύπτει πού ακριβώς εμφανίστηκαν αυτά τα όντα, γιατί φοβάται ότι θα τα κυνηγήσουν. Ανέφερε όμως ότι έκανε πολλές παρατηρήσεις στην περιοχή και συνέλεξε μαρτυρίες από κατοίκους. (606, 417, 774, 496)
crossword-block (770, 1292, 791, 1312)
crossword-block (709, 1312, 730, 1332)
novel-section (52, 1526, 1291, 2155)
crossword-cell[interactable] (770, 1332, 791, 1353)
crossword-solution-label: Η ΛΥΣΗ ΤΟΥ ΠΡΟΗΓΟΥΜΕΝΟΥ (807, 1237, 949, 1247)
main-para-6: Πέντε χρόνια πριν, μια ομάδα εξερευνητών είχε αναφέρει παρόμοια ευρήματα σε άλλη περιοχή της ανατολικής Αφρικής, όμως οι ανακοινώσεις εκείνες δεν επιβεβαιώθηκαν ποτέ. (606, 737, 774, 805)
signature: Ο Βόρειος (289, 1182, 354, 1196)
crossword-cell[interactable] (628, 1292, 648, 1312)
crossword-number: 2 (633, 1179, 639, 1188)
crossword-cell[interactable] (730, 1353, 750, 1373)
phone-number: 656-171 (559, 980, 594, 991)
novel-col-3c: —Τέλος, θέλω να ξέρω, είπε η θεία, ποιος είναι ο υπεύθυνος για όλα αυτά. Ο Κάμπιον κοίταξε γύρω του και χαμογέλασε αμήχανα. Η κυρία κάθισε στην πολυθρόνα της και έβαλε τα χέρια στα γόνατα. Στο σπίτι επικρατούσε σιωπή και έξω ακουγόταν ο αέρας που κουνούσε τα δέντρα. (578, 1641, 920, 1682)
novel-col-3d: κατάλαβαινα και ήξερα τι έπρεπε να γίνει. —Ευχαριστώ, είπε ο Κάμπιον. Θα κάνω ό,τι μπορώ. Η ηλικιωμένη κυρία κούνησε το κεφάλι της και σηκώθηκε αργά. Ο Κάμπιον την ακολούθησε ως την πόρτα. (578, 1688, 920, 1719)
phone-station: Λευκός Πύργος (378, 1082, 444, 1092)
novel-title: ΜΥΣΤΗΡΙΩΔΕΙΣ ΦΟΝΟΙ (52, 1563, 570, 1624)
phone-row (378, 1042, 594, 1052)
athens-offices: ΑΘΗΝΩΝ: Μητροπόλεως 1 Τηλέφωνα: 3230.194, 3232.465, 3235.885, 3221.292 (386, 207, 586, 228)
main-para-3: Λέγεται ότι τα πλάσματα αυτά είναι ψηλά, με τρίχωμα στο σώμα και περπατούν όρθια. Οι κάτοικοι της περιοχής τα ονομάζουν «ανθρώπους των δασών» και τα θεωρούν ειρηνικά. (606, 502, 774, 570)
phone-row (378, 899, 594, 909)
novel-col-3e: Η κατάσταση ήταν δύσκολη. Η Τζόυς είχε ανεβεί στο δωμάτιό της και ο Μάρκους περίμενε στο διάδρομο. Ο Κάμπιον εξήγησε με ήρεμη φωνή ότι ήρθε για να βοηθήσει και ότι η υπόθεση είχε ανάγκη από προσοχή. Η θεία τον άκουσε προσεκτικά χωρίς να τον διακόψει. (578, 1725, 920, 1767)
crossword-cell[interactable] (709, 1353, 730, 1373)
phone-station: Κρυστάλλης (378, 1062, 431, 1072)
crossword-number: 6 (715, 1179, 720, 1188)
phone-row (378, 1123, 594, 1133)
phone-station: Αγίας Τριάδος (378, 868, 440, 879)
problem-title: Η ΔΙΑΓΩΝΙΟΣ (453, 720, 519, 732)
arts-header: ΓΡΑΜΜΑΤΑ - ΤΕΧΝΕΣ (1302, 156, 1560, 182)
cinema-section-b: Β΄ προβολής (1089, 631, 1166, 646)
crossword-cell[interactable] (709, 1292, 730, 1312)
crossword-cell[interactable] (689, 1292, 709, 1312)
column-rule (1296, 37, 1297, 2157)
crossword-cell[interactable] (770, 1230, 791, 1251)
phone-station: Καλαμαριά (378, 1011, 426, 1021)
section-rule (46, 1518, 1294, 1520)
crossword-cell[interactable] (750, 1251, 770, 1271)
phone-number: 534-113 (559, 950, 594, 960)
engineer-article-cont: ΕΝΑΣ Ευρωπαίος μηχανικός μπορεί να δώσει μια ιδέα για το τι σημαίνει η ανάπτυξη και η βιομηχανία στην εποχή μας. Οι νέες πόλεις χτίζονται με ταχύτητα και οι άνθρωποι προσαρμόζονται σε νέες συνθήκες ζωής. (52, 1028, 363, 1074)
phone-station: Εγνατία (378, 980, 414, 991)
crossword-cell[interactable] (709, 1332, 730, 1353)
phone-station: Πλ. Δημοκρατίας (378, 1123, 452, 1133)
phone-row (378, 1072, 594, 1082)
crossword-cell[interactable] (709, 1251, 730, 1271)
phone-number: 266-116 (559, 1082, 594, 1092)
crossword-block (628, 1271, 648, 1292)
phones-intro: Οι αριθμοί τηλεφώνων των σταθμών ταξί Θεσσαλονίκης είναι οι εξής: (378, 833, 547, 854)
novel-col-3: Η κατάσταση ήταν δύσκολη. Η Τζόυς είχε ανεβεί στο δωμάτιό της και ο Μάρκους περίμενε στο διάδρομο. Ο Κάμπιον εξήγησε με ήρεμη φωνή ότι ήρθε για να βοηθήσει και ότι η υπόθεση είχε ανάγκη από προσοχή. Η θεία τον άκουσε προσεκτικά χωρίς να τον διακόψει. (578, 1534, 920, 1576)
e2-title: «Τυχαίο ατύχημα» (1302, 1095, 1411, 1108)
engineer-article: ΕΝΑΣ Ευρωπαίος μηχανικός μπορεί να δώσει μια ιδέα για το τι σημαίνει η ανάπτυξη και η βιομηχανία στην εποχή μας. Οι νέες πόλεις χτίζονται με ταχύτητα και οι άνθρωποι προσαρμόζονται σε νέες συνθήκες ζωής. (52, 973, 363, 1022)
anecdote-title: ΜΥΩΠΙΑ (466, 473, 506, 485)
crossword-cell[interactable] (648, 1210, 669, 1230)
crossword-cell[interactable] (689, 1312, 709, 1332)
crossword-cell[interactable] (628, 1251, 648, 1271)
publisher: 1. Βελλίδης – Δημοσιογραφικός Οργανισμός Βορ. Ελλάδος Α.Ε. (Μοναστηρίου 85) (386, 123, 586, 144)
phone-station: Αεροδρόμιο (378, 889, 427, 899)
hemingway-article-cont-2: Ο ΕΡΝΕΣΤ Χεμινγουαίη ήταν δύσκολος άνθρωπος. Αυτό είναι κάτι που τό ξέρουμε από τα γραπτά των γυναικών που τον παντρεύτηκαν ή που έζησαν μαζί του. Ας λέμε τώρα ότι τούτος ο συγγραφέας στον αιώνα μας έγραψε για θάνατο και για όλο τον κόσμο της εποχής του. Το έργο του σφραγίστηκε από τον πόλεμο, την Ισπανία, την Αφρική, τη θάλασσα και το κυνήγι. Στον κόσμο του ο άνθρωπος ξεπερνά τον φόβο του με θάρρος και αξιοπρέπεια. Ο Ερνεστ Χεμινγουαίη έγραψε βιβλία που διαβάστηκαν σε όλο τον κόσμο και μεταφράστηκαν σε όλες τις γλώσσες. (52, 392, 363, 494)
e2-text: Το τυχαίο ατύχημα παρουσιάζει η νέα ομάδα του Πειραματικού Θεάτρου στην αίθουσα του Βασιλικού Θεάτρου. (1302, 1107, 1480, 1138)
crossword-cell[interactable] (607, 1251, 628, 1271)
phone-row (378, 909, 594, 919)
lectures-author: ΤΟΥ κ. Α. ΚΩΣΤΟΠΟΥΛΟΥ (1332, 1320, 1449, 1330)
crossword-cell[interactable] (750, 1210, 770, 1230)
